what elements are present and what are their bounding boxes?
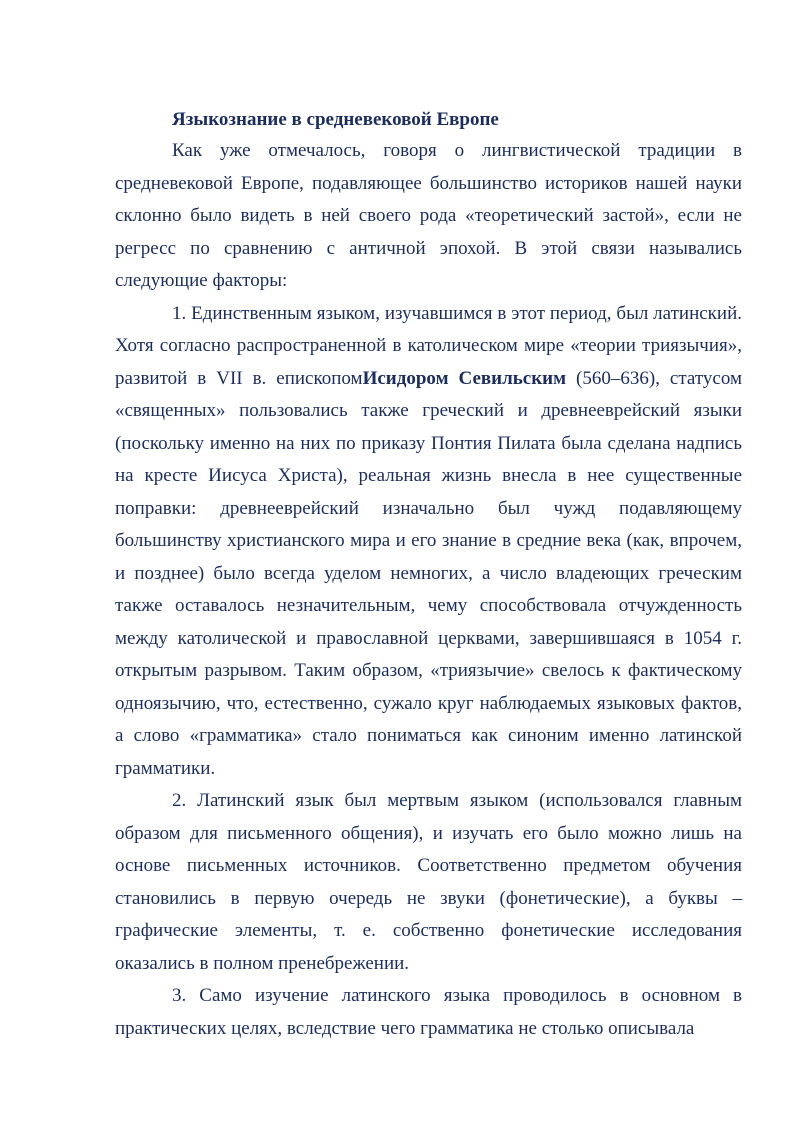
paragraph-intro: Как уже отмечалось, говоря о лингвистической традиции в средневековой Европе, подавляющее большинство историков нашей науки склонно было видеть в ней своего рода «теоретический застой», если не регресс по сравнению с античной эпохой. В этой связи назывались следующие факторы: (115, 140, 742, 291)
paragraph-text: 1. Единственным языком, изучавшимся в этот период, был латинский. Хотя согласно распространенной в католическом мире «теории триязычия», развитой в VII в. епископом (115, 302, 742, 389)
section-title: Языкознание в средневековой Европе (172, 109, 499, 130)
bold-name: Исидором Севильским (362, 367, 567, 389)
paragraph-text: (560–636), статусом «священных» пользовались также греческий и древнееврейский языки (поскольку именно на них по приказу Понтия Пилата была сделана надпись на кресте Иисуса Христа), реальная жизнь внесла в нее существенные поправки: древнееврейский изначально был чужд подавляющему большинству христианского мира и его знание в средние века (как, впрочем, и позднее) было всегда уделом немногих, а число владеющих греческим также оставалось незначительным, чему способствовала отчужденность между католической и православной церквами, завершившаяся в 1054 г. открытым разрывом. Таким образом, «триязычие» свелось к фактическому одноязычию, что, естественно, сужало круг наблюдаемых языковых фактов, а слово «грамматика» стало пониматься как синоним именно латинской грамматики. (115, 367, 742, 779)
document-body (115, 105, 742, 1045)
paragraph-factor-3: 3. Само изучение латинского языка проводилось в основном в практических целях, вследствие чего грамматика не столько описывала (115, 985, 742, 1039)
paragraph-factor-2: 2. Латинский язык был мертвым языком (использовался главным образом для письменного общения), и изучать его было можно лишь на основе письменных источников. Соответственно предметом обучения становились в первую очередь не звуки (фонетические), а буквы – графические элементы, т. е. собственно фонетические исследования оказались в полном пренебрежении. (115, 790, 742, 974)
paragraph-factor-1 (115, 298, 742, 786)
